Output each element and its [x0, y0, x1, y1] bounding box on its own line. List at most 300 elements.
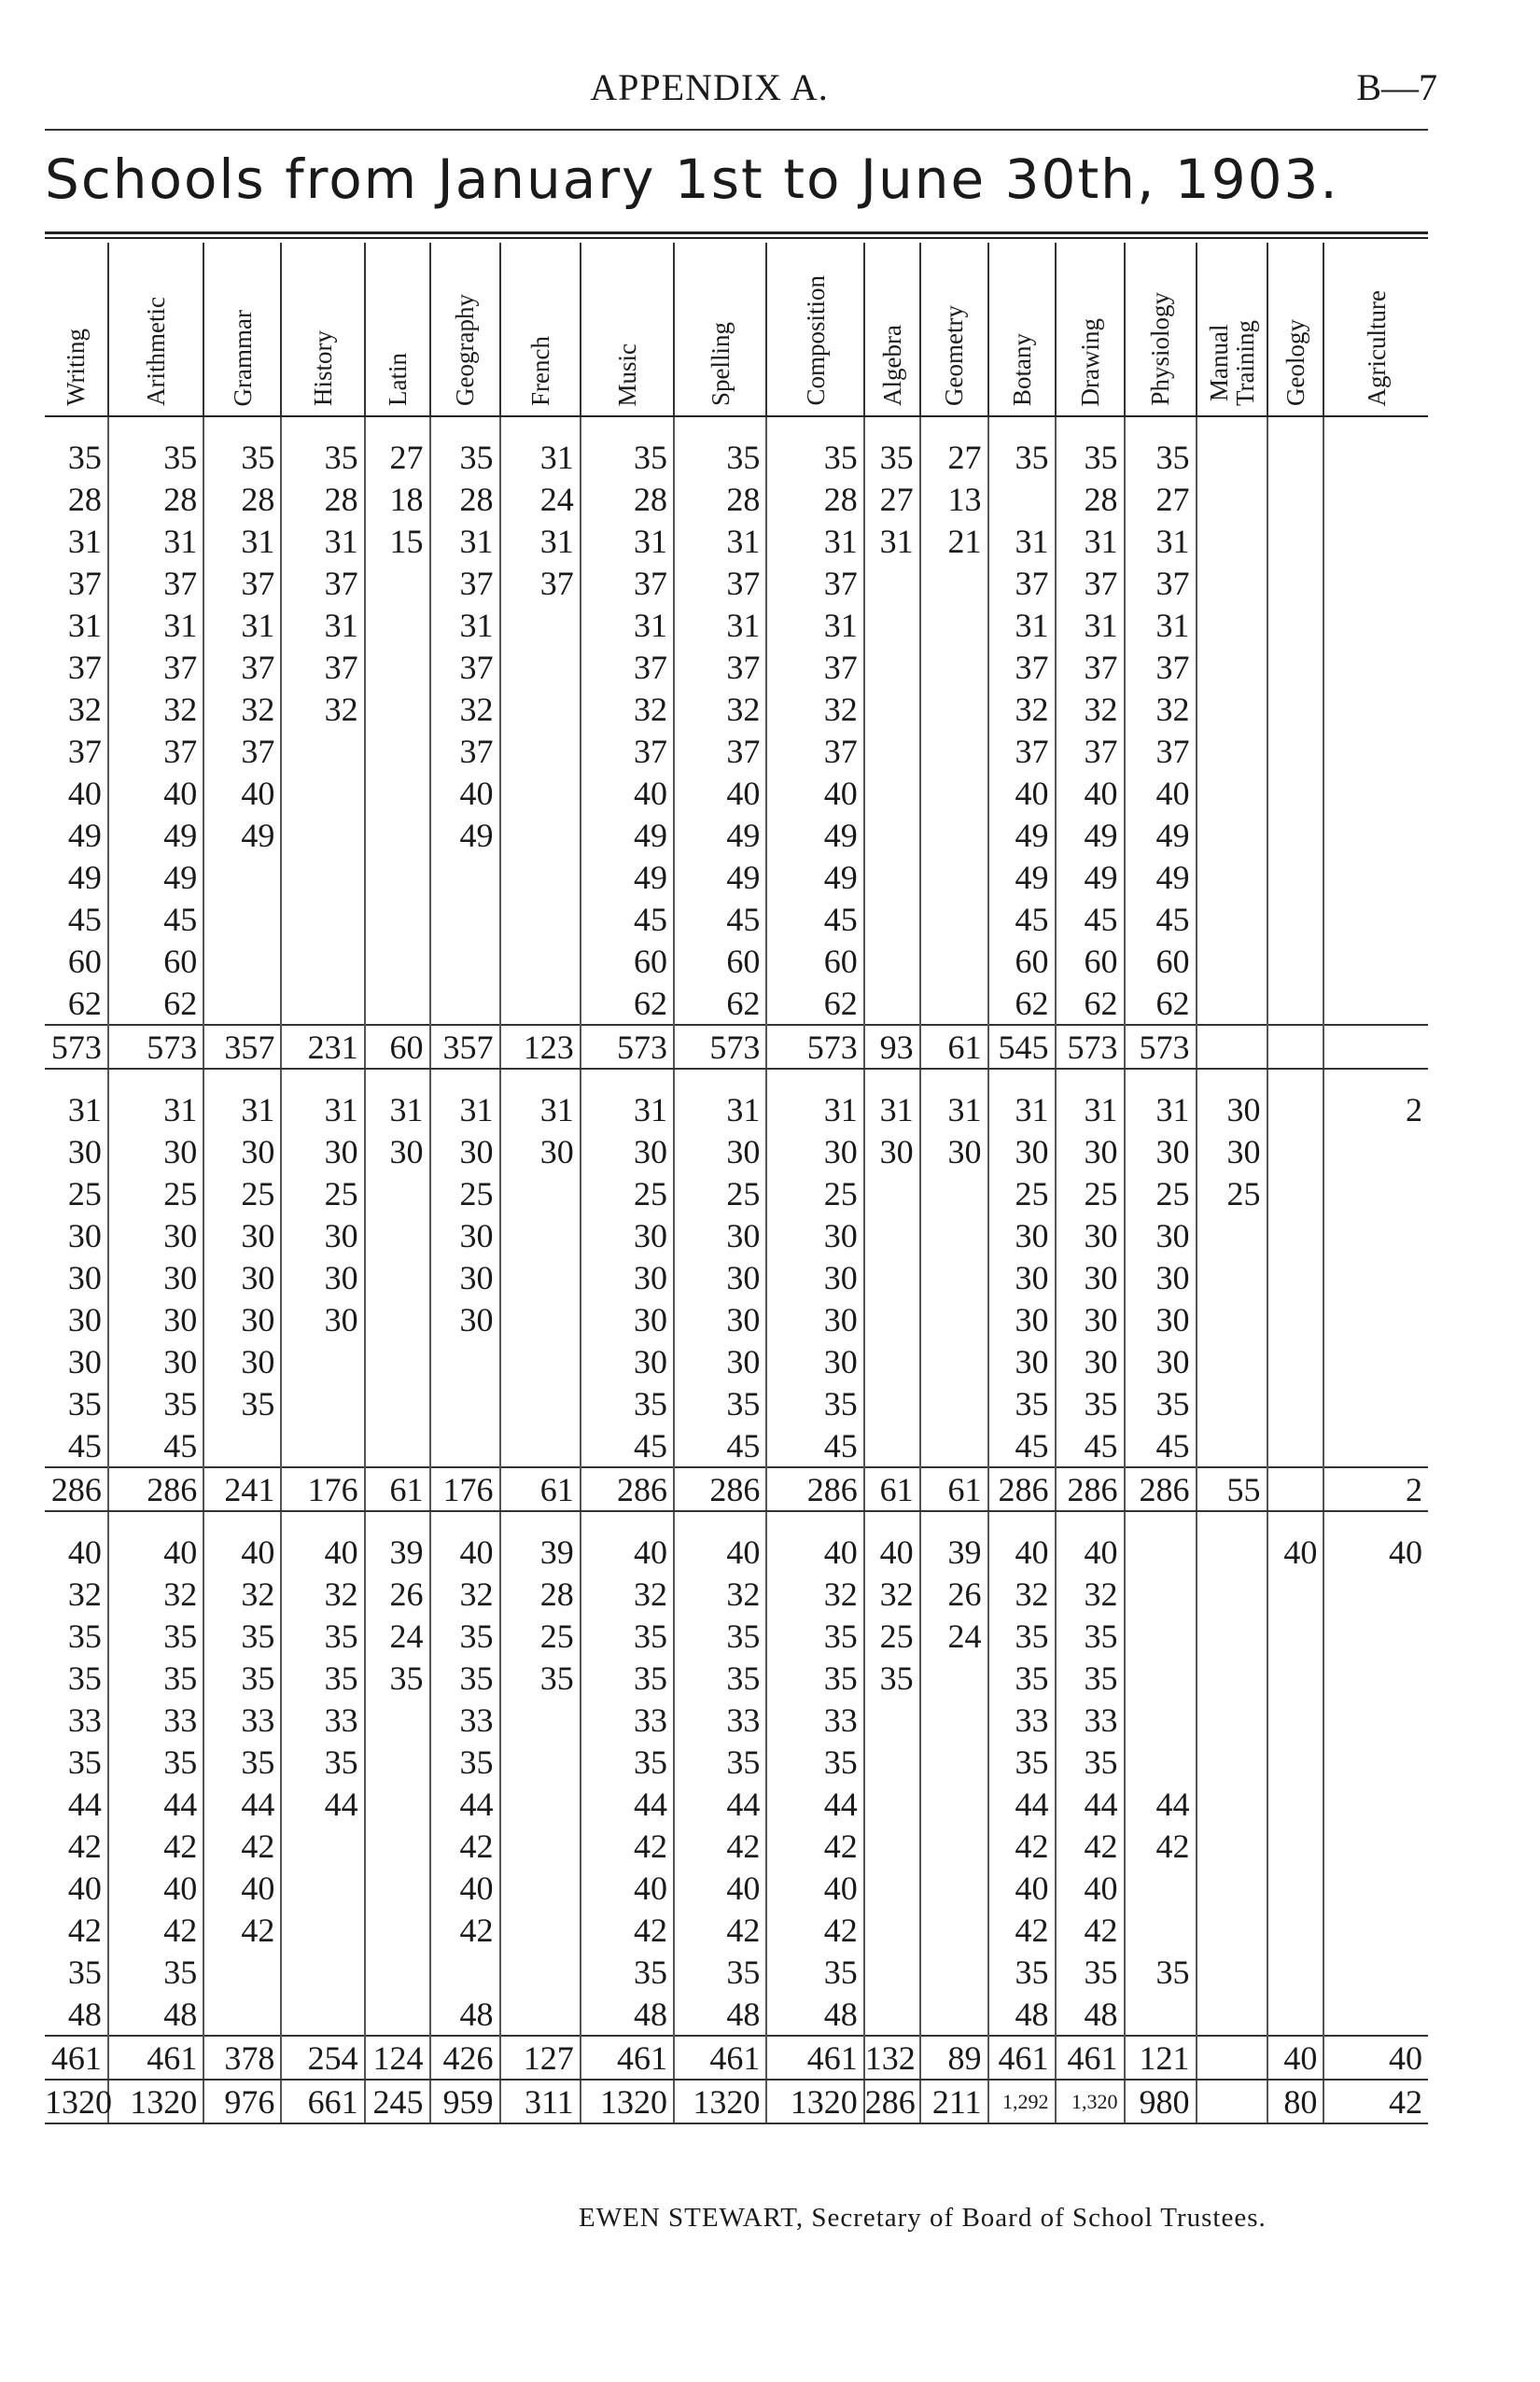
- table-cell: [365, 1951, 430, 1993]
- table-cell: 42: [67, 1827, 102, 1865]
- column-header-label: Physiology: [1146, 292, 1175, 406]
- table-cell: 49: [1125, 856, 1197, 898]
- table-cell: 40: [988, 1531, 1056, 1573]
- table-row: [45, 940, 1428, 982]
- column-header: [766, 243, 863, 416]
- table-cell: 286: [674, 1467, 766, 1511]
- table-cell: [281, 940, 364, 982]
- table-cell: 31: [67, 606, 102, 644]
- table-cell: [1323, 1615, 1428, 1657]
- table-cell: 30: [500, 1130, 581, 1172]
- table-cell: 31: [1056, 1088, 1125, 1130]
- table-cell: 61: [920, 1467, 988, 1511]
- table-cell: 30: [108, 1340, 203, 1382]
- table-cell: 573: [108, 1025, 203, 1069]
- table-cell: [365, 688, 430, 730]
- table-cell: [1197, 1256, 1267, 1298]
- table-cell: [1267, 1172, 1324, 1214]
- table-cell: 30: [766, 1214, 863, 1256]
- table-cell: 37: [67, 648, 102, 686]
- table-cell: [365, 1993, 430, 2036]
- table-cell: 48: [988, 1993, 1056, 2036]
- table-cell: 132: [864, 2036, 920, 2080]
- table-cell: 33: [108, 1699, 203, 1741]
- table-cell: [1323, 1573, 1428, 1615]
- table-cell: [920, 1298, 988, 1340]
- table-cell: 573: [766, 1025, 863, 1069]
- table-cell: [1197, 1867, 1267, 1909]
- table-cell: 32: [1056, 688, 1125, 730]
- table-cell: [365, 1783, 430, 1825]
- table-cell: [864, 1256, 920, 1298]
- table-cell: 33: [766, 1699, 863, 1741]
- table-cell: [1197, 520, 1267, 562]
- table-cell: 40: [674, 772, 766, 814]
- table-cell: [500, 646, 581, 688]
- table-cell: [920, 1340, 988, 1382]
- table-cell: [1323, 940, 1428, 982]
- table-cell: [1323, 520, 1428, 562]
- table-cell: 31: [203, 604, 281, 646]
- table-cell: [500, 898, 581, 940]
- table-row: [45, 1993, 1428, 2036]
- table-cell: [1323, 688, 1428, 730]
- table-cell: 32: [581, 1573, 674, 1615]
- column-header-label: Drawing: [1075, 317, 1104, 406]
- table-cell: [1267, 1699, 1324, 1741]
- table-cell: [500, 1993, 581, 2036]
- table-cell: [920, 1382, 988, 1424]
- table-cell: 30: [766, 1130, 863, 1172]
- table-cell: [203, 1993, 281, 2036]
- table-cell: 32: [766, 688, 863, 730]
- subject-header-row: [45, 243, 1428, 416]
- table-row: [45, 688, 1428, 730]
- table-cell: [1197, 2036, 1267, 2080]
- table-cell: 573: [45, 1025, 108, 1069]
- table-cell: [864, 1951, 920, 1993]
- table-cell: 42: [766, 1909, 863, 1951]
- table-cell: [365, 1256, 430, 1298]
- table-cell: 35: [581, 1615, 674, 1657]
- table-cell: 30: [281, 1214, 364, 1256]
- table-cell: 31: [674, 520, 766, 562]
- table-cell: [1197, 982, 1267, 1025]
- table-cell: [365, 1298, 430, 1340]
- table-cell: 40: [674, 1867, 766, 1909]
- table-cell: 31: [67, 522, 102, 560]
- table-cell: 30: [581, 1130, 674, 1172]
- table-cell: 37: [108, 646, 203, 688]
- table-cell: 1320: [581, 2080, 674, 2123]
- table-cell: [864, 1993, 920, 2036]
- table-cell: 35: [988, 1741, 1056, 1783]
- table-cell: [1267, 1382, 1324, 1424]
- table-cell: 35: [766, 1657, 863, 1699]
- table-cell: 35: [430, 1657, 500, 1699]
- table-cell: 37: [430, 562, 500, 604]
- table-cell: 35: [67, 1384, 102, 1422]
- table-cell: 30: [108, 1130, 203, 1172]
- table-cell: 42: [203, 1825, 281, 1867]
- table-cell: 30: [67, 1258, 102, 1296]
- table-cell: [864, 604, 920, 646]
- column-header-label: Geology: [1281, 319, 1309, 406]
- table-cell: 30: [864, 1130, 920, 1172]
- table-cell: [1125, 1741, 1197, 1783]
- table-cell: 30: [108, 1214, 203, 1256]
- column-header-label: Composition: [801, 275, 830, 406]
- table-cell: [1323, 1298, 1428, 1340]
- table-cell: 286: [864, 2080, 920, 2123]
- table-cell: 35: [430, 1615, 500, 1657]
- table-cell: [1267, 1657, 1324, 1699]
- table-cell: 62: [108, 982, 203, 1025]
- table-cell: [1267, 1214, 1324, 1256]
- table-cell: 37: [674, 730, 766, 772]
- table-cell: [920, 1657, 988, 1699]
- table-row: [45, 1825, 1428, 1867]
- table-cell: 30: [988, 1298, 1056, 1340]
- table-cell: [920, 898, 988, 940]
- table-cell: [1197, 1424, 1267, 1467]
- table-cell: 30: [1056, 1298, 1125, 1340]
- table-cell: 31: [864, 1088, 920, 1130]
- table-cell: [430, 856, 500, 898]
- table-cell: [864, 1382, 920, 1424]
- table-cell: [1197, 940, 1267, 982]
- table-cell: 30: [67, 1342, 102, 1380]
- table-cell: 31: [581, 604, 674, 646]
- table-cell: 49: [1056, 856, 1125, 898]
- table-cell: 30: [920, 1130, 988, 1172]
- table-cell: [1197, 898, 1267, 940]
- table-cell: 44: [430, 1783, 500, 1825]
- table-cell: 33: [281, 1699, 364, 1741]
- table-cell: 42: [430, 1825, 500, 1867]
- table-cell: [500, 1424, 581, 1467]
- table-cell: 31: [581, 1088, 674, 1130]
- table-cell: 45: [108, 898, 203, 940]
- table-cell: 32: [581, 688, 674, 730]
- table-cell: 35: [365, 1657, 430, 1699]
- table-cell: 35: [766, 1741, 863, 1783]
- table-cell: 31: [1125, 520, 1197, 562]
- column-header: [1323, 243, 1428, 416]
- table-cell: [1323, 1172, 1428, 1214]
- table-cell: [1267, 436, 1324, 478]
- table-cell: 62: [1056, 982, 1125, 1025]
- table-cell: 60: [988, 940, 1056, 982]
- table-cell: 40: [581, 1867, 674, 1909]
- table-cell: 35: [1056, 436, 1125, 478]
- table-cell: 35: [988, 1951, 1056, 1993]
- table-cell: 39: [365, 1531, 430, 1573]
- table-cell: 35: [203, 436, 281, 478]
- signature-line: EWEN STEWART, Secretary of Board of School Trustees.: [579, 2203, 1267, 2233]
- table-cell: 37: [674, 646, 766, 688]
- table-cell: 461: [581, 2036, 674, 2080]
- table-cell: [281, 898, 364, 940]
- table-cell: 30: [430, 1298, 500, 1340]
- table-cell: [864, 1424, 920, 1467]
- table-cell: 35: [988, 436, 1056, 478]
- table-cell: 31: [430, 520, 500, 562]
- table-cell: 32: [1125, 688, 1197, 730]
- table-cell: 176: [430, 1467, 500, 1511]
- table-cell: 45: [1056, 1424, 1125, 1467]
- table-cell: [864, 562, 920, 604]
- table-cell: 37: [1125, 730, 1197, 772]
- table-row: [45, 982, 1428, 1025]
- table-cell: [1323, 646, 1428, 688]
- table-cell: 28: [203, 478, 281, 520]
- table-cell: 30: [203, 1256, 281, 1298]
- table-cell: [500, 982, 581, 1025]
- table-cell: [1267, 982, 1324, 1025]
- table-cell: 25: [281, 1172, 364, 1214]
- table-cell: 30: [766, 1256, 863, 1298]
- table-cell: 32: [203, 1573, 281, 1615]
- table-cell: [430, 898, 500, 940]
- table-cell: 30: [203, 1298, 281, 1340]
- appendix-title: APPENDIX A.: [590, 66, 829, 108]
- column-header-label: Spelling: [706, 321, 735, 406]
- table-cell: 378: [203, 2036, 281, 2080]
- table-cell: [365, 898, 430, 940]
- table-cell: [1267, 1088, 1324, 1130]
- table-cell: 35: [67, 1743, 102, 1781]
- table-cell: 573: [674, 1025, 766, 1069]
- table-cell: [1323, 814, 1428, 856]
- table-cell: [500, 1172, 581, 1214]
- double-rule-top: [45, 231, 1428, 234]
- table-cell: 286: [581, 1467, 674, 1511]
- table-cell: 37: [581, 646, 674, 688]
- table-cell: 30: [1197, 1088, 1267, 1130]
- table-cell: 48: [674, 1993, 766, 2036]
- table-cell: 37: [67, 564, 102, 602]
- table-cell: [1267, 898, 1324, 940]
- table-cell: 40: [203, 1531, 281, 1573]
- table-cell: 37: [203, 646, 281, 688]
- column-header-label: Agriculture: [1362, 289, 1391, 406]
- table-cell: 40: [1323, 2036, 1428, 2080]
- table-cell: [864, 688, 920, 730]
- column-header-label: Arithmetic: [142, 297, 171, 406]
- table-cell: 37: [500, 562, 581, 604]
- table-cell: 49: [674, 814, 766, 856]
- table-cell: 30: [988, 1340, 1056, 1382]
- table-cell: [1323, 898, 1428, 940]
- table-cell: 461: [988, 2036, 1056, 2080]
- table-cell: [430, 1382, 500, 1424]
- table-cell: 25: [988, 1172, 1056, 1214]
- table-cell: 28: [1056, 478, 1125, 520]
- table-row: [45, 1088, 1428, 1130]
- table-cell: 31: [67, 1090, 102, 1128]
- table-cell: 40: [581, 772, 674, 814]
- table-cell: [1267, 772, 1324, 814]
- table-cell: 35: [203, 1615, 281, 1657]
- table-cell: 62: [581, 982, 674, 1025]
- table-cell: [1125, 1909, 1197, 1951]
- table-cell: 49: [581, 856, 674, 898]
- table-cell: 40: [864, 1531, 920, 1573]
- table-cell: 42: [108, 1825, 203, 1867]
- column-header: [581, 243, 674, 416]
- table-cell: [864, 646, 920, 688]
- table-cell: 40: [674, 1531, 766, 1573]
- table-cell: 62: [1125, 982, 1197, 1025]
- table-cell: [920, 814, 988, 856]
- table-cell: 32: [67, 1575, 102, 1613]
- table-cell: 44: [674, 1783, 766, 1825]
- table-cell: 28: [281, 478, 364, 520]
- table-cell: [1197, 1825, 1267, 1867]
- table-cell: [920, 1867, 988, 1909]
- table-cell: 32: [674, 688, 766, 730]
- table-cell: [1197, 814, 1267, 856]
- table-cell: 93: [864, 1025, 920, 1069]
- table-cell: [365, 1382, 430, 1424]
- table-cell: [1197, 478, 1267, 520]
- table-cell: 37: [1056, 730, 1125, 772]
- table-cell: 31: [108, 604, 203, 646]
- table-cell: 35: [1056, 1657, 1125, 1699]
- table-cell: 25: [1197, 1172, 1267, 1214]
- table-cell: 37: [108, 730, 203, 772]
- table-cell: 25: [1056, 1172, 1125, 1214]
- table-cell: 35: [864, 436, 920, 478]
- table-cell: 61: [920, 1025, 988, 1069]
- table-cell: 30: [988, 1214, 1056, 1256]
- table-cell: 241: [203, 1467, 281, 1511]
- table-cell: 40: [108, 772, 203, 814]
- section-gap: [45, 416, 1428, 436]
- table-cell: 980: [1125, 2080, 1197, 2123]
- table-cell: 30: [1125, 1256, 1197, 1298]
- table-cell: 18: [365, 478, 430, 520]
- table-row: [45, 1256, 1428, 1298]
- table-cell: [1267, 940, 1324, 982]
- table-cell: [281, 1993, 364, 2036]
- table-cell: 61: [365, 1467, 430, 1511]
- table-cell: [365, 1867, 430, 1909]
- table-cell: 35: [281, 1615, 364, 1657]
- table-cell: 62: [67, 984, 102, 1022]
- table-row: [45, 1699, 1428, 1741]
- table-cell: [1267, 730, 1324, 772]
- table-cell: [864, 1298, 920, 1340]
- table-cell: [1323, 982, 1428, 1025]
- column-header: [1056, 243, 1125, 416]
- table-cell: 461: [1056, 2036, 1125, 2080]
- table-cell: [1267, 1340, 1324, 1382]
- table-cell: [1267, 520, 1324, 562]
- table-cell: 30: [281, 1298, 364, 1340]
- table-cell: 35: [674, 1741, 766, 1783]
- table-cell: 49: [766, 856, 863, 898]
- table-cell: 30: [108, 1256, 203, 1298]
- column-header: [281, 243, 364, 416]
- table-cell: 30: [581, 1340, 674, 1382]
- table-cell: [1323, 1130, 1428, 1172]
- table-cell: 49: [988, 856, 1056, 898]
- table-cell: [365, 1214, 430, 1256]
- table-cell: [1267, 1909, 1324, 1951]
- table-cell: [1267, 562, 1324, 604]
- column-header: [203, 243, 281, 416]
- table-cell: 31: [766, 1088, 863, 1130]
- table-cell: 35: [1125, 436, 1197, 478]
- table-cell: 40: [1267, 1531, 1324, 1573]
- table-cell: [988, 478, 1056, 520]
- table-cell: 573: [581, 1025, 674, 1069]
- table-cell: 32: [203, 688, 281, 730]
- table-cell: 35: [1056, 1951, 1125, 1993]
- table-cell: 30: [766, 1340, 863, 1382]
- column-header: [864, 243, 920, 416]
- table-cell: [1197, 1699, 1267, 1741]
- table-cell: 35: [674, 1615, 766, 1657]
- table-cell: [365, 1424, 430, 1467]
- table-cell: 37: [430, 730, 500, 772]
- table-cell: 2: [1323, 1467, 1428, 1511]
- table-cell: 30: [674, 1214, 766, 1256]
- table-cell: [1323, 1214, 1428, 1256]
- table-cell: [365, 730, 430, 772]
- table-cell: 32: [281, 1573, 364, 1615]
- table-cell: [1267, 1615, 1324, 1657]
- table-cell: 30: [430, 1130, 500, 1172]
- table-cell: [1323, 1951, 1428, 1993]
- table-cell: 40: [67, 1533, 102, 1571]
- table-cell: 60: [365, 1025, 430, 1069]
- column-header-label: Geography: [451, 294, 480, 406]
- table-cell: 30: [988, 1130, 1056, 1172]
- section-total-row: [45, 1025, 1428, 1069]
- table-cell: [500, 730, 581, 772]
- table-cell: [500, 1256, 581, 1298]
- table-cell: 30: [67, 1216, 102, 1254]
- table-cell: 61: [500, 1467, 581, 1511]
- table-cell: [500, 772, 581, 814]
- table-cell: [500, 1783, 581, 1825]
- table-cell: [203, 1424, 281, 1467]
- table-cell: 254: [281, 2036, 364, 2080]
- table-cell: 37: [203, 730, 281, 772]
- table-cell: 35: [430, 436, 500, 478]
- table-row: [45, 1867, 1428, 1909]
- table-cell: 32: [281, 688, 364, 730]
- table-cell: [203, 940, 281, 982]
- table-cell: [500, 1867, 581, 1909]
- table-cell: 32: [988, 688, 1056, 730]
- table-cell: 45: [674, 1424, 766, 1467]
- table-cell: [1197, 688, 1267, 730]
- table-cell: 31: [1125, 604, 1197, 646]
- table-cell: 49: [1125, 814, 1197, 856]
- table-cell: 33: [430, 1699, 500, 1741]
- table-cell: 35: [674, 436, 766, 478]
- table-cell: 573: [1125, 1025, 1197, 1069]
- table-cell: 1,292: [988, 2080, 1056, 2123]
- table-cell: [920, 1172, 988, 1214]
- table-cell: 42: [1056, 1909, 1125, 1951]
- table-cell: [920, 940, 988, 982]
- table-row: [45, 1573, 1428, 1615]
